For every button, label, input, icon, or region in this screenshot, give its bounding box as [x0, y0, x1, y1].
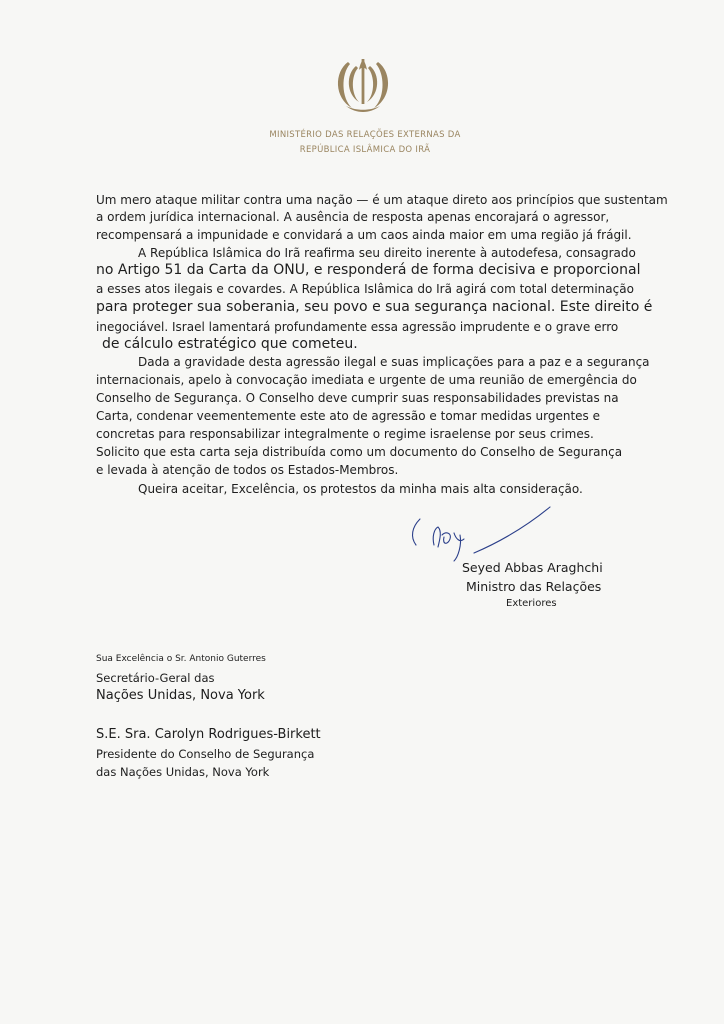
body-line: Queira aceitar, Excelência, os protestos da minha mais alta consideração.	[138, 482, 583, 496]
recipient1-line1: Sua Excelência o Sr. Antonio Guterres	[96, 654, 266, 664]
recipient2-line2: Presidente do Conselho de Segurança	[96, 747, 315, 761]
recipient1-line3: Nações Unidas, Nova York	[96, 688, 265, 703]
body-line: inegociável. Israel lamentará profundamente essa agressão imprudente e o grave erro	[96, 320, 619, 334]
signatory-title-line1: Ministro das Relações	[466, 579, 602, 594]
body-line: concretas para responsabilizar integralmente o regime israelense por seus crimes.	[96, 427, 594, 441]
body-line: recompensará a impunidade e convidará a um caos ainda maior em uma região já frágil.	[96, 228, 632, 242]
body-line: a ordem jurídica internacional. A ausência de resposta apenas encorajará o agressor,	[96, 210, 610, 224]
body-line: e levada à atenção de todos os Estados-Membros.	[96, 463, 399, 477]
body-line: no Artigo 51 da Carta da ONU, e responderá de forma decisiva e proporcional	[96, 262, 641, 278]
body-line: de cálculo estratégico que cometeu.	[102, 336, 358, 352]
body-line: internacionais, apelo à convocação imediata e urgente de uma reunião de emergência do	[96, 373, 637, 387]
signatory-title-line2: Exteriores	[506, 598, 557, 609]
body-line: A República Islâmica do Irã reafirma seu direito inerente à autodefesa, consagrado	[138, 246, 636, 260]
iran-emblem-icon	[332, 56, 394, 116]
recipient1-line2: Secretário-Geral das	[96, 671, 215, 685]
body-line: Um mero ataque militar contra uma nação — é um ataque direto aos princípios que sustentam	[96, 193, 668, 207]
body-line: Conselho de Segurança. O Conselho deve cumprir suas responsabilidades previstas na	[96, 391, 619, 405]
body-line: a esses atos ilegais e covardes. A República Islâmica do Irã agirá com total determinação	[96, 282, 634, 296]
body-line: para proteger sua soberania, seu povo e sua segurança nacional. Este direito é	[96, 299, 653, 315]
recipient2-line1: S.E. Sra. Carolyn Rodrigues-Birkett	[96, 727, 321, 742]
ministry-name-line1: MINISTÉRIO DAS RELAÇÕES EXTERNAS DA	[269, 130, 461, 140]
signatory-name: Seyed Abbas Araghchi	[462, 560, 603, 575]
body-line: Solicito que esta carta seja distribuída como um documento do Conselho de Segurança	[96, 445, 623, 459]
body-line: Dada a gravidade desta agressão ilegal e suas implicações para a paz e a segurança	[138, 355, 650, 369]
body-line: Carta, condenar veementemente este ato de agressão e tomar medidas urgentes e	[96, 409, 600, 423]
recipient2-line3: das Nações Unidas, Nova York	[96, 765, 270, 779]
ministry-name-line2: REPÚBLICA ISLÂMICA DO IRÃ	[299, 145, 431, 155]
